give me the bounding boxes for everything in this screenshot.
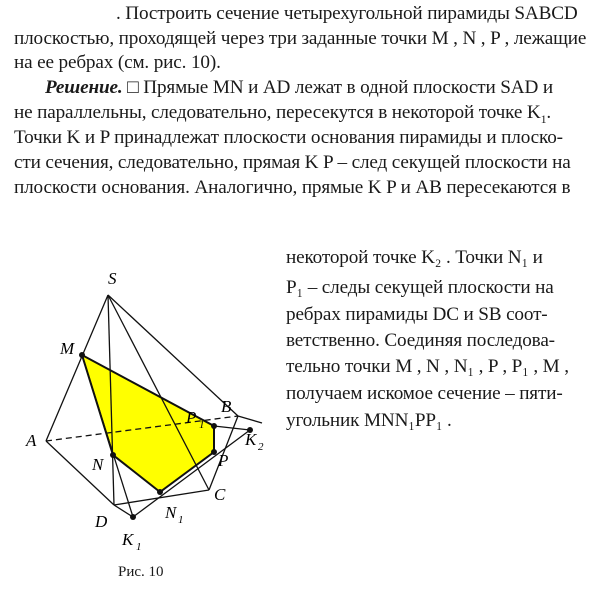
label-N1: N <box>165 503 177 522</box>
right-line-5: тельно точки M , N , N₁ , P , P₁ , M , <box>286 356 569 377</box>
point-P1 <box>211 423 217 429</box>
label-P1: P <box>186 408 197 427</box>
solution-line-3: Точки K и P принадлежат плоскости основания пирамиды и плоско- <box>14 127 563 148</box>
label-K1-sub: 1 <box>136 541 142 553</box>
figure-caption: Рис. 10 <box>118 564 164 580</box>
solution-line-2: не параллельны, следовательно, пересекутся в некоторой точке $K_1$. <box>14 102 552 126</box>
problem-line-1: . Построить сечение четырехугольной пирамиды SABCD <box>116 3 578 24</box>
point-N <box>110 452 116 458</box>
right-line-7: угольник MNN₁PP₁ . <box>286 410 452 431</box>
label-N: N <box>92 455 104 474</box>
point-P <box>211 449 217 455</box>
right-line-2: P₁ – следы секущей плоскости на <box>286 277 554 298</box>
line-AK2 <box>238 416 262 423</box>
label-K1: K <box>122 530 134 549</box>
problem-line-2: плоскостью, проходящей через три заданные точки M , N , P , лежащие <box>14 28 587 49</box>
label-M: M <box>60 339 75 358</box>
solution-line-1: Решение. □ Прямые MN и AD лежат в одной плоскости SAD и <box>45 77 553 98</box>
problem-line-3: на ее ребрах (см. рис. 10). <box>14 52 221 73</box>
edge-AD <box>46 441 114 505</box>
right-line-3: ребрах пирамиды DC и SB соот- <box>286 304 548 325</box>
point-M <box>79 352 85 358</box>
point-N1 <box>157 489 163 495</box>
label-N1-sub: 1 <box>178 514 184 526</box>
solution-line-5: плоскости основания. Аналогично, прямые K P и AB пересекаются в <box>14 177 571 198</box>
label-P1-sub: 1 <box>199 419 205 431</box>
solution-label: Решение. <box>45 77 123 98</box>
label-A: A <box>26 431 37 450</box>
label-B: B <box>221 397 232 416</box>
label-D: D <box>95 512 108 531</box>
solution-box: □ <box>127 77 139 98</box>
label-C: C <box>214 485 226 504</box>
label-K2: K <box>245 430 257 449</box>
solution-line-4: сти сечения, следовательно, прямая K P – след секущей плоскости на <box>14 152 571 173</box>
label-S: S <box>108 269 117 288</box>
right-line-4: ветственно. Соединяя последова- <box>286 330 555 351</box>
point-K1 <box>130 514 136 520</box>
right-line-1: некоторой точке K₂ . Точки N₁ и <box>286 247 543 268</box>
right-line-6: получаем искомое сечение – пяти- <box>286 383 563 404</box>
label-P: P <box>218 451 229 470</box>
label-K2-sub: 2 <box>258 441 264 453</box>
